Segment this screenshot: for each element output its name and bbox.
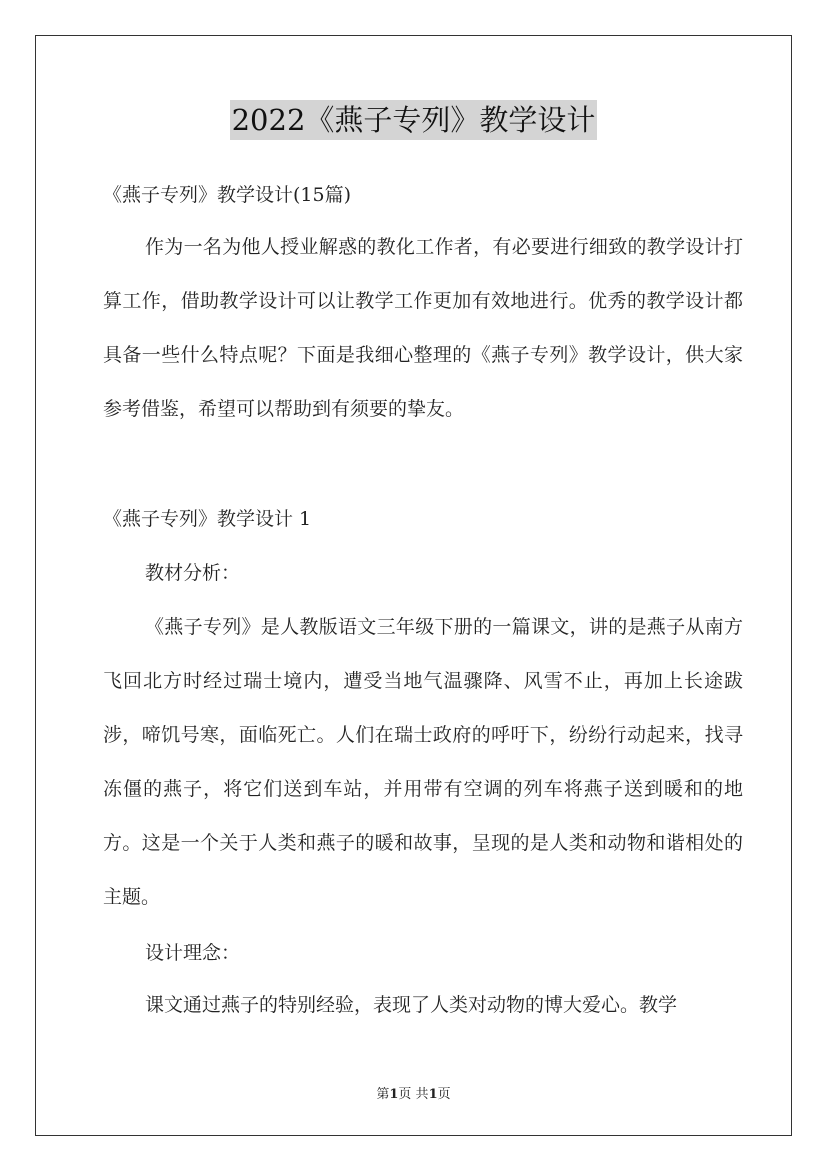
- document-subtitle: 《燕子专列》教学设计(15篇): [103, 184, 352, 206]
- footer-page-prefix: 第: [376, 1087, 390, 1102]
- footer-page-suffix: 页: [437, 1087, 451, 1102]
- footer-total-pages: 1: [428, 1087, 438, 1102]
- page-footer: [0, 1083, 827, 1102]
- analysis-paragraph: 《燕子专列》是人教版语文三年级下册的一篇课文，讲的是燕子从南方飞回北方时经过瑞士境内，遭受当地气温骤降、风雪不止，再加上长途跋涉，啼饥号寒，面临死亡。人们在瑞士政府的呼吁下，纷纷行动起来，找寻冻僵的燕子，将它们送到车站，并用带有空调的列车将燕子送到暖和的地方。这是一个关于人类和燕子的暖和故事，呈现的是人类和动物和谐相处的主题。: [103, 616, 743, 908]
- intro-paragraph: 作为一名为他人授业解惑的教化工作者，有必要进行细致的教学设计打算工作，借助教学设计可以让教学工作更加有效地进行。优秀的教学设计都具备一些什么特点呢？下面是我细心整理的《燕子专列》教学设计，供大家参考借鉴，希望可以帮助到有须要的挚友。: [103, 236, 743, 420]
- title-container: [0, 100, 827, 140]
- document-title: 2022《燕子专列》教学设计: [230, 100, 598, 140]
- footer-page-number: 1: [389, 1087, 399, 1102]
- section-heading: 《燕子专列》教学设计 1: [103, 508, 312, 530]
- analysis-label: 教材分析：: [145, 562, 241, 584]
- concept-label: 设计理念：: [145, 942, 241, 964]
- concept-paragraph: 课文通过燕子的特别经验，表现了人类对动物的博大爱心。教学: [145, 994, 678, 1016]
- footer-page-mid: 页 共: [398, 1087, 429, 1102]
